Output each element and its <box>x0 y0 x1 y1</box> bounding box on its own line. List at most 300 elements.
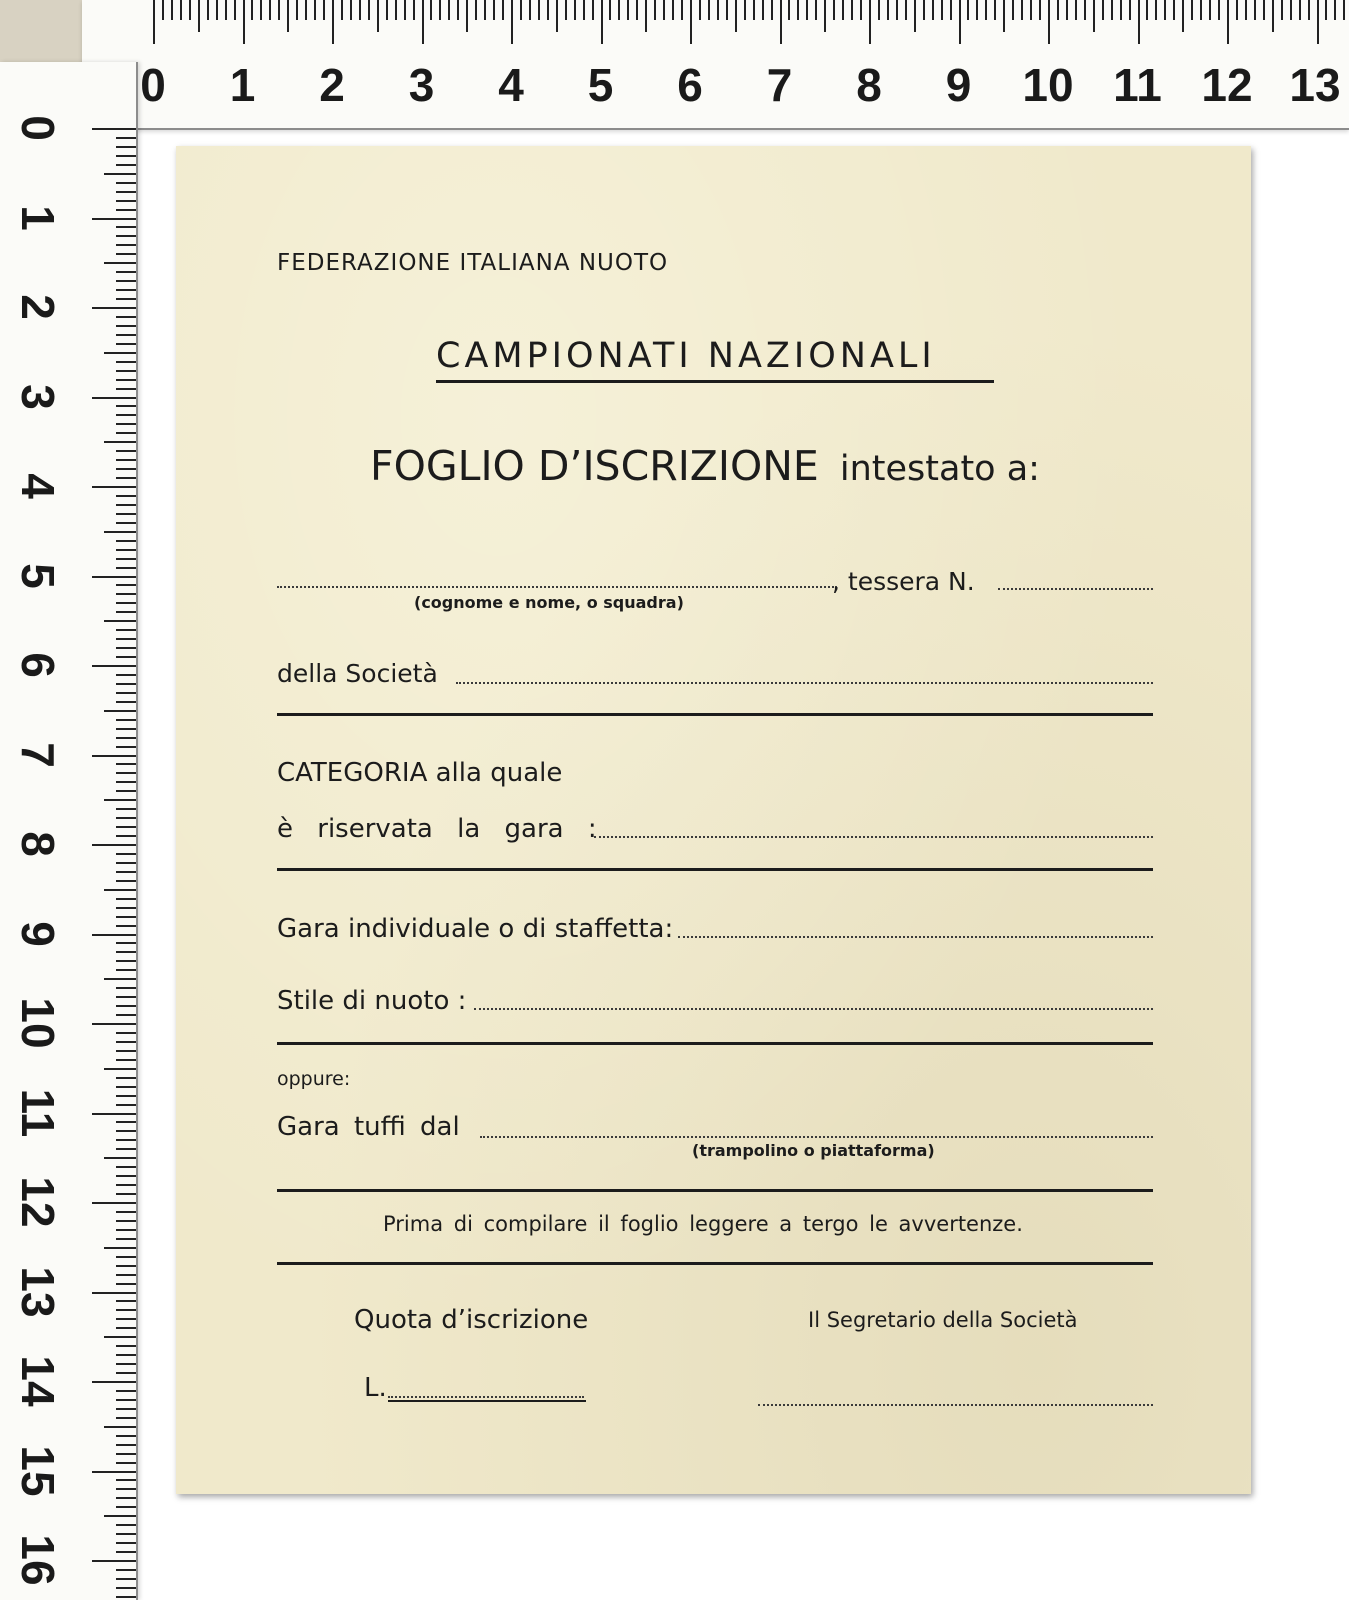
ruler-left-tick <box>116 728 136 730</box>
style-label: Stile di nuoto : <box>277 986 467 1016</box>
ruler-left-tick <box>116 817 136 819</box>
ruler-top-tick <box>1030 0 1032 20</box>
ruler-left-tick <box>116 414 136 416</box>
ruler-left-tick <box>116 683 136 685</box>
fee-underline <box>388 1400 586 1402</box>
ruler-top-tick <box>1111 0 1113 20</box>
ruler-top-number: 1 <box>229 59 256 111</box>
ruler-left-tick <box>116 164 136 166</box>
ruler-left-tick <box>116 1229 136 1231</box>
ruler-left-tick <box>116 540 136 542</box>
ruler-left-tick <box>116 719 136 721</box>
ruler-left-tick <box>116 1444 136 1446</box>
ruler-left-tick <box>116 558 136 560</box>
ruler-left-number: 0 <box>12 115 64 141</box>
ruler-top-tick <box>260 0 262 20</box>
ruler-left-tick <box>104 531 136 533</box>
ruler-top-tick <box>305 0 307 20</box>
ruler-top-tick <box>1012 0 1014 20</box>
ruler-left-number: 14 <box>12 1355 64 1407</box>
ruler-top-tick <box>941 0 943 20</box>
ruler-top-tick <box>1129 0 1131 20</box>
ruler-left-number: 8 <box>12 831 64 857</box>
ruler-top-tick <box>672 0 674 20</box>
ruler-top-tick <box>1039 0 1041 20</box>
ruler-left-tick <box>92 128 136 130</box>
ruler-top-tick <box>287 0 289 32</box>
ruler-left-tick <box>116 513 136 515</box>
ruler-top-tick <box>851 0 853 20</box>
ruler-top-tick <box>1308 0 1310 20</box>
ruler-left-tick <box>116 647 136 649</box>
ruler-left-tick <box>116 343 136 345</box>
ruler-left-tick <box>116 200 136 202</box>
ruler-left-tick <box>116 1524 136 1526</box>
ruler-top-tick <box>430 0 432 20</box>
ruler-top-tick <box>198 0 200 32</box>
ruler-top-tick <box>162 0 164 20</box>
ruler-left-tick <box>116 370 136 372</box>
ruler-left-tick <box>116 280 136 282</box>
ruler-top-tick <box>225 0 227 20</box>
society-field-line[interactable] <box>456 682 1153 684</box>
ruler-left-tick <box>104 1426 136 1428</box>
ruler-left-tick <box>116 1220 136 1222</box>
ruler-top-tick <box>985 0 987 20</box>
ruler-top-tick <box>1245 0 1247 20</box>
ruler-top-tick <box>994 0 996 20</box>
ruler-left-tick <box>92 1381 136 1383</box>
ruler-top-number: 4 <box>498 59 524 111</box>
ruler-top-tick <box>1066 0 1068 20</box>
ruler-left-tick <box>92 755 136 757</box>
style-field-line[interactable] <box>474 1008 1153 1010</box>
ruler-left-tick <box>116 701 136 703</box>
ruler-top-tick <box>574 0 576 20</box>
ruler-top-number: 9 <box>945 59 972 111</box>
ruler-left-tick <box>104 262 136 264</box>
ruler-top-tick <box>520 0 522 20</box>
ruler-top-tick <box>923 0 925 20</box>
ruler-top-tick <box>681 0 683 20</box>
ruler-top-tick <box>860 0 862 20</box>
ruler-left-tick <box>116 638 136 640</box>
ruler-left-tick <box>116 379 136 381</box>
ruler-top-tick <box>448 0 450 20</box>
ruler-left <box>0 62 138 1600</box>
ruler-top-tick <box>950 0 952 20</box>
ruler-left-tick <box>116 674 136 676</box>
ruler-top-tick <box>529 0 531 20</box>
diving-field-line[interactable] <box>480 1136 1153 1138</box>
ruler-left-tick <box>116 244 136 246</box>
ruler-left-tick <box>116 1309 136 1311</box>
ruler-left-tick <box>116 1175 136 1177</box>
ruler-top-tick <box>583 0 585 20</box>
ruler-top-tick <box>815 0 817 20</box>
ruler-left-tick <box>116 432 136 434</box>
ruler-left-tick <box>116 316 136 318</box>
ruler-top-tick <box>780 0 782 44</box>
ruler-top-tick <box>1182 0 1184 32</box>
ruler-top-tick <box>1155 0 1157 20</box>
ruler-top-tick <box>1003 0 1005 32</box>
ruler-left-tick <box>116 781 136 783</box>
ruler-top-tick <box>967 0 969 20</box>
name-field-line[interactable] <box>277 586 837 588</box>
ruler-left-tick <box>116 1542 136 1544</box>
ruler-left-number: 7 <box>12 741 64 768</box>
ruler-top-tick <box>413 0 415 20</box>
ruler-top-tick <box>699 0 701 20</box>
ruler-left-tick <box>116 593 136 595</box>
ruler-top-tick <box>842 0 844 20</box>
ruler-left-tick <box>116 960 136 962</box>
section-divider-1 <box>277 713 1153 716</box>
ruler-left-tick <box>92 397 136 399</box>
ruler-left-number: 9 <box>12 920 64 947</box>
ruler-left-tick <box>92 1471 136 1473</box>
ruler-left-tick <box>116 477 136 479</box>
ruler-left-tick <box>92 1292 136 1294</box>
signature-field-line[interactable] <box>758 1404 1153 1406</box>
ruler-left-tick <box>116 209 136 211</box>
ruler-left-tick <box>116 549 136 551</box>
ruler-left-tick <box>116 1363 136 1365</box>
ruler-top-tick <box>1021 0 1023 20</box>
ruler-left-tick <box>92 307 136 309</box>
ruler-left-tick <box>116 1417 136 1419</box>
ruler-left-tick <box>116 772 136 774</box>
ruler-left-tick <box>104 978 136 980</box>
ruler-left-tick <box>116 907 136 909</box>
ruler-left-tick <box>116 361 136 363</box>
ruler-left-tick <box>116 459 136 461</box>
ruler-top-tick <box>645 0 647 32</box>
section-divider-4 <box>277 1189 1153 1192</box>
ruler-top-tick <box>1236 0 1238 20</box>
ruler-top-tick <box>475 0 477 20</box>
society-label: della Società <box>277 659 438 688</box>
ruler-left-tick <box>116 1462 136 1464</box>
ruler-left-tick <box>116 235 136 237</box>
ruler-top <box>82 0 1349 130</box>
ruler-left-tick <box>116 1077 136 1079</box>
ruler-top-tick <box>1263 0 1265 20</box>
ruler-left-tick <box>116 522 136 524</box>
ruler-left-tick <box>116 996 136 998</box>
section-divider-3 <box>277 1042 1153 1045</box>
ruler-left-tick <box>116 253 136 255</box>
ruler-left-tick <box>92 665 136 667</box>
ruler-top-number: 7 <box>766 59 793 111</box>
ruler-top-tick <box>547 0 549 20</box>
ruler-top-tick <box>708 0 710 20</box>
ruler-top-tick <box>377 0 379 32</box>
ruler-left-tick <box>116 1211 136 1213</box>
race-type-label: Gara individuale o di staffetta: <box>277 914 674 944</box>
ruler-left-tick <box>104 441 136 443</box>
ruler-top-tick <box>234 0 236 20</box>
ruler-left-tick <box>116 567 136 569</box>
ruler-top-number: 8 <box>856 59 882 111</box>
ruler-left-tick <box>116 916 136 918</box>
ruler-top-tick <box>717 0 719 20</box>
form-title-main: FOGLIO D’ISCRIZIONE <box>370 442 819 490</box>
ruler-left-tick <box>104 1247 136 1249</box>
ruler-top-tick <box>1272 0 1274 32</box>
ruler-left-tick <box>116 1139 136 1141</box>
ruler-top-tick <box>1290 0 1292 20</box>
ruler-top-tick <box>350 0 352 20</box>
fee-field-line[interactable] <box>388 1396 584 1398</box>
ruler-left-number: 11 <box>12 1088 64 1137</box>
ruler-top-tick <box>1200 0 1202 20</box>
ruler-top-tick <box>636 0 638 20</box>
ruler-left-tick <box>116 880 136 882</box>
ruler-left-tick <box>116 1005 136 1007</box>
ruler-top-tick <box>323 0 325 20</box>
ruler-left-number: 5 <box>12 562 64 589</box>
ruler-left-tick <box>116 1041 136 1043</box>
ruler-left-tick <box>116 289 136 291</box>
notice-text: Prima di compilare il foglio leggere a tergo le avvertenze. <box>383 1212 1023 1236</box>
ruler-top-tick <box>1254 0 1256 20</box>
ruler-left-tick <box>104 352 136 354</box>
ruler-top-tick <box>538 0 540 20</box>
ruler-top-tick <box>1138 0 1140 44</box>
ruler-left-tick <box>116 1453 136 1455</box>
ruler-left-tick <box>104 173 136 175</box>
ruler-left-tick <box>116 1318 136 1320</box>
ruler-top-tick <box>386 0 388 20</box>
ruler-left-tick <box>116 1488 136 1490</box>
ruler-left-number: 1 <box>12 204 64 231</box>
ruler-top-tick <box>654 0 656 20</box>
ruler-left-tick <box>92 934 136 936</box>
ruler-left-tick <box>116 951 136 953</box>
ruler-left-tick <box>116 826 136 828</box>
race-type-field-line[interactable] <box>678 936 1153 938</box>
ruler-left-tick <box>116 1372 136 1374</box>
ruler-left-number: 10 <box>12 997 64 1049</box>
ruler-left-tick <box>116 1479 136 1481</box>
ruler-left-tick <box>116 942 136 944</box>
ruler-left-tick <box>116 388 136 390</box>
ruler-left-tick <box>116 1569 136 1571</box>
ruler-left-tick <box>116 898 136 900</box>
ruler-top-tick <box>207 0 209 20</box>
category-field-line[interactable] <box>594 836 1153 838</box>
ruler-left-tick <box>116 692 136 694</box>
ruler-top-tick <box>341 0 343 20</box>
ruler-left-tick <box>104 889 136 891</box>
ruler-left-tick <box>92 844 136 846</box>
ruler-top-tick <box>896 0 898 20</box>
ruler-left-tick <box>116 611 136 613</box>
ruler-left-tick <box>116 1238 136 1240</box>
ruler-left-tick <box>116 1533 136 1535</box>
ruler-top-tick <box>1325 0 1327 20</box>
fee-currency: L. <box>364 1373 387 1403</box>
ruler-top-number: 5 <box>587 59 614 111</box>
ruler-left-tick <box>116 602 136 604</box>
ruler-left-tick <box>116 1399 136 1401</box>
ruler-top-tick <box>976 0 978 20</box>
name-hint: (cognome e nome, o squadra) <box>414 593 684 612</box>
section-divider-5 <box>277 1262 1153 1265</box>
ruler-left-tick <box>116 1345 136 1347</box>
ruler-top-tick <box>833 0 835 20</box>
ruler-left-tick <box>116 1300 136 1302</box>
ruler-left-number: 4 <box>12 473 64 499</box>
ruler-top-tick <box>1164 0 1166 20</box>
ruler-left-tick <box>116 298 136 300</box>
ruler-top-tick <box>1334 0 1336 20</box>
ruler-left-tick <box>92 218 136 220</box>
ruler-left-tick <box>116 987 136 989</box>
ruler-left-tick <box>116 1193 136 1195</box>
ruler-top-tick <box>171 0 173 20</box>
ruler-top-number: 6 <box>677 59 703 111</box>
ruler-left-tick <box>92 1023 136 1025</box>
ruler-top-tick <box>1227 0 1229 44</box>
ruler-top-tick <box>1191 0 1193 20</box>
section-divider-2 <box>277 868 1153 871</box>
ruler-left-tick <box>116 763 136 765</box>
ruler-left-tick <box>116 182 136 184</box>
ruler-top-tick <box>618 0 620 20</box>
ruler-left-tick <box>92 1113 136 1115</box>
ruler-left-tick <box>116 1086 136 1088</box>
ruler-top-tick <box>1209 0 1211 20</box>
ruler-top-tick <box>466 0 468 32</box>
ruler-left-tick <box>116 862 136 864</box>
ruler-left-tick <box>116 1166 136 1168</box>
ruler-top-tick <box>314 0 316 20</box>
ruler-left-tick <box>116 808 136 810</box>
ruler-top-number: 0 <box>140 59 166 111</box>
ruler-top-number: 10 <box>1022 59 1074 111</box>
ruler-top-tick <box>404 0 406 20</box>
ruler-top-tick <box>762 0 764 20</box>
ruler-top-tick <box>439 0 441 20</box>
ruler-left-tick <box>116 495 136 497</box>
ruler-left-tick <box>116 325 136 327</box>
ruler-left-tick <box>116 1497 136 1499</box>
ruler-top-tick <box>1281 0 1283 20</box>
category-label: CATEGORIA alla quale <box>277 758 563 788</box>
ruler-top-tick <box>959 0 961 44</box>
ruler-left-tick <box>116 853 136 855</box>
ruler-top-number: 13 <box>1289 59 1341 111</box>
ruler-top-tick <box>1057 0 1059 20</box>
ruler-top-tick <box>1093 0 1095 32</box>
ruler-top-tick <box>869 0 871 44</box>
ruler-top-tick <box>771 0 773 20</box>
ruler-top-tick <box>502 0 504 20</box>
ruler-left-tick <box>116 137 136 139</box>
ruler-left-tick <box>116 1095 136 1097</box>
ruler-left-tick <box>116 1050 136 1052</box>
ruler-left-tick <box>104 1515 136 1517</box>
ruler-top-number: 11 <box>1113 59 1162 111</box>
ruler-top-tick <box>269 0 271 20</box>
championship-title: CAMPIONATI NAZIONALI <box>436 336 936 376</box>
ruler-left-tick <box>116 1587 136 1589</box>
ruler-left-tick <box>116 871 136 873</box>
ruler-left-tick <box>116 1104 136 1106</box>
ruler-top-tick <box>663 0 665 20</box>
ruler-top-tick <box>735 0 737 32</box>
ruler-left-tick <box>104 1336 136 1338</box>
ruler-top-number: 12 <box>1201 59 1253 111</box>
ruler-left-tick <box>116 468 136 470</box>
diving-label: Gara tuffi dal <box>277 1112 460 1142</box>
ruler-left-number: 6 <box>12 652 64 678</box>
ruler-left-tick <box>116 191 136 193</box>
ruler-top-tick <box>788 0 790 20</box>
ruler-left-tick <box>116 1274 136 1276</box>
ruler-left-tick <box>116 271 136 273</box>
ruler-left-tick <box>116 1283 136 1285</box>
ruler-left-tick <box>116 1506 136 1508</box>
ruler-top-number: 3 <box>408 59 435 111</box>
ruler-left-tick <box>116 423 136 425</box>
ruler-left-tick <box>116 629 136 631</box>
ruler-left-tick <box>116 1390 136 1392</box>
ruler-top-tick <box>1120 0 1122 20</box>
ruler-left-tick <box>116 1121 136 1123</box>
ruler-left-tick <box>116 450 136 452</box>
ruler-left-tick <box>116 405 136 407</box>
tessera-field-line[interactable] <box>998 588 1153 590</box>
ruler-top-tick <box>905 0 907 20</box>
ruler-left-tick <box>116 1327 136 1329</box>
ruler-left-number: 15 <box>12 1444 64 1497</box>
ruler-left-tick <box>116 790 136 792</box>
ruler-left-tick <box>116 1014 136 1016</box>
ruler-left-tick <box>116 1408 136 1410</box>
ruler-top-tick <box>601 0 603 44</box>
ruler-top-tick <box>609 0 611 20</box>
ruler-top-tick <box>1173 0 1175 20</box>
ruler-top-tick <box>153 0 155 44</box>
ruler-left-tick <box>116 504 136 506</box>
ruler-left-tick <box>116 334 136 336</box>
ruler-left-tick <box>92 576 136 578</box>
ruler-left-tick <box>92 486 136 488</box>
ruler-left-tick <box>116 835 136 837</box>
ruler-left-tick <box>104 1157 136 1159</box>
ruler-left-tick <box>116 1265 136 1267</box>
ruler-left-number: 16 <box>12 1534 64 1586</box>
ruler-top-tick <box>484 0 486 20</box>
championship-underline <box>436 380 994 383</box>
ruler-top-tick <box>726 0 728 20</box>
ruler-top-tick <box>359 0 361 20</box>
ruler-top-tick <box>1299 0 1301 20</box>
ruler-left-tick <box>116 1435 136 1437</box>
ruler-left-tick <box>104 620 136 622</box>
reserved-label: è riservata la gara : <box>277 814 597 844</box>
ruler-left-tick <box>92 1560 136 1562</box>
fee-label: Quota d’iscrizione <box>354 1305 589 1335</box>
ruler-top-tick <box>914 0 916 32</box>
ruler-top-tick <box>296 0 298 20</box>
ruler-left-tick <box>116 584 136 586</box>
ruler-left-tick <box>116 1130 136 1132</box>
